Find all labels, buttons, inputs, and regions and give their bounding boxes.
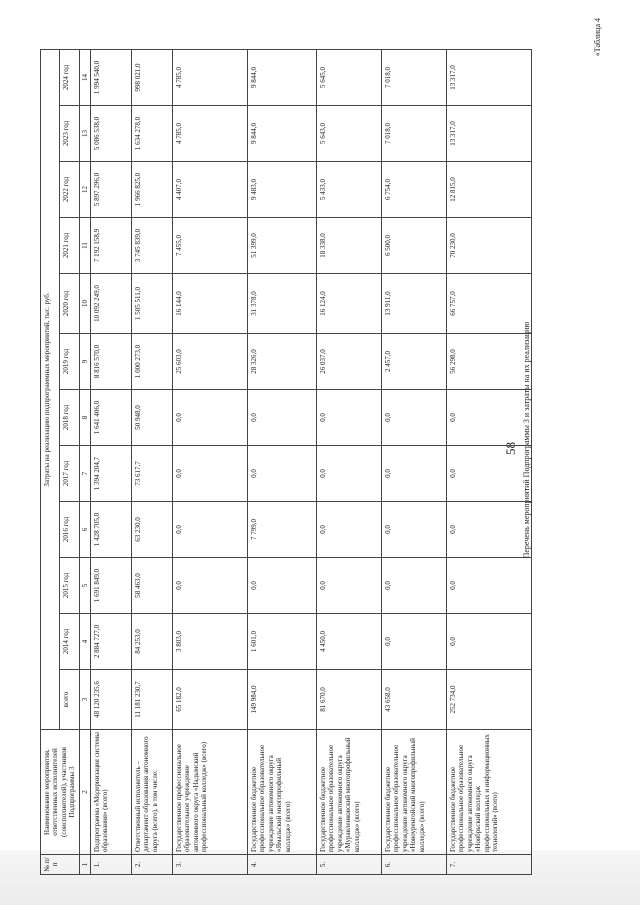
row-year-value: 2 884 727,0 bbox=[90, 614, 131, 670]
row-year-value: 0,0 bbox=[172, 446, 247, 502]
table-title: Перечень мероприятий Подпрограммы 3 и затраты на их реализацию bbox=[522, 321, 531, 559]
row-year-value: 7 018,0 bbox=[381, 106, 446, 162]
row-year-value: 31 378,0 bbox=[247, 274, 316, 334]
header-year: 2022 год bbox=[60, 162, 79, 218]
row-year-value: 0,0 bbox=[172, 502, 247, 558]
row-total: 43 658,0 bbox=[381, 670, 446, 730]
row-year-value: 73 617,7 bbox=[131, 446, 172, 502]
col-index: 3 bbox=[79, 670, 90, 730]
row-year-value: 6 754,0 bbox=[381, 162, 446, 218]
row-year-value: 9 844,0 bbox=[247, 50, 316, 106]
row-year-value: 0,0 bbox=[316, 558, 381, 614]
col-index: 8 bbox=[79, 390, 90, 446]
row-year-value: 5 086 538,0 bbox=[90, 106, 131, 162]
row-name: Государственное профессиональное образовательное учреждение автономного округа «Надымский профессиональный колледж» (всего) bbox=[172, 730, 247, 855]
row-year-value: 28 326,0 bbox=[247, 334, 316, 390]
row-year-value: 58 463,0 bbox=[131, 558, 172, 614]
row-year-value: 56 298,0 bbox=[446, 334, 531, 390]
row-year-value: 0,0 bbox=[446, 614, 531, 670]
row-year-value: 8 816 570,0 bbox=[90, 334, 131, 390]
row-year-value: 16 124,0 bbox=[316, 274, 381, 334]
row-total: 65 182,0 bbox=[172, 670, 247, 730]
column-index-row bbox=[79, 50, 90, 875]
row-year-value: 4 785,0 bbox=[172, 50, 247, 106]
row-year-value: 10 092 249,0 bbox=[90, 274, 131, 334]
header-year: 2023 год bbox=[60, 106, 79, 162]
row-year-value: 7 455,0 bbox=[172, 218, 247, 274]
row-year-value: 5 643,0 bbox=[316, 106, 381, 162]
row-name: Ответственный исполнитель – департамент образования автономного округа (всего), в том числе: bbox=[131, 730, 172, 855]
row-year-value: 66 757,0 bbox=[446, 274, 531, 334]
row-number: 7. bbox=[446, 855, 531, 875]
table-row bbox=[316, 50, 381, 875]
row-year-value: 0,0 bbox=[247, 446, 316, 502]
table-row bbox=[131, 50, 172, 875]
col-index: 7 bbox=[79, 446, 90, 502]
row-year-value: 4 785,0 bbox=[172, 106, 247, 162]
col-index: 4 bbox=[79, 614, 90, 670]
row-year-value: 1 505 511,0 bbox=[131, 274, 172, 334]
header-year: 2017 год bbox=[60, 446, 79, 502]
table-reference: «Таблица 4 bbox=[593, 18, 602, 57]
row-year-value: 0,0 bbox=[247, 390, 316, 446]
header-year: 2014 год bbox=[60, 614, 79, 670]
row-total: 11 181 230,7 bbox=[131, 670, 172, 730]
row-year-value: 5 433,0 bbox=[316, 162, 381, 218]
row-number: 4. bbox=[247, 855, 316, 875]
header-year: 2016 год bbox=[60, 502, 79, 558]
row-total: 252 734,0 bbox=[446, 670, 531, 730]
col-index: 11 bbox=[79, 218, 90, 274]
row-year-value: 84 253,0 bbox=[131, 614, 172, 670]
header-year: 2019 год bbox=[60, 334, 79, 390]
col-index: 14 bbox=[79, 50, 90, 106]
header-row-1 bbox=[41, 50, 60, 875]
row-year-value: 4 407,0 bbox=[172, 162, 247, 218]
col-index: 1 bbox=[79, 855, 90, 875]
row-number: 2. bbox=[131, 855, 172, 875]
row-year-value: 9 844,0 bbox=[247, 106, 316, 162]
page-number: 58 bbox=[503, 442, 518, 455]
row-year-value: 0,0 bbox=[316, 390, 381, 446]
row-year-value: 7 799,0 bbox=[247, 502, 316, 558]
row-year-value: 1 691 849,0 bbox=[90, 558, 131, 614]
row-total: 149 984,0 bbox=[247, 670, 316, 730]
row-year-value: 4 450,0 bbox=[316, 614, 381, 670]
row-year-value: 998 021,0 bbox=[131, 50, 172, 106]
row-year-value: 7 018,0 bbox=[381, 50, 446, 106]
row-year-value: 5 645,0 bbox=[316, 50, 381, 106]
row-year-value: 0,0 bbox=[381, 390, 446, 446]
row-number: 3. bbox=[172, 855, 247, 875]
table-row bbox=[247, 50, 316, 875]
row-name: Подпрограмма «Модернизация системы образования» (всего) bbox=[90, 730, 131, 855]
header-year: 2021 год bbox=[60, 218, 79, 274]
col-index: 13 bbox=[79, 106, 90, 162]
header-year: 2020 год bbox=[60, 274, 79, 334]
row-year-value: 25 603,0 bbox=[172, 334, 247, 390]
table-row bbox=[446, 50, 531, 875]
col-index: 5 bbox=[79, 558, 90, 614]
row-year-value: 1 634 278,0 bbox=[131, 106, 172, 162]
row-year-value: 0,0 bbox=[381, 614, 446, 670]
table-row bbox=[381, 50, 446, 875]
row-year-value: 1 394 204,7 bbox=[90, 446, 131, 502]
row-year-value: 63 230,0 bbox=[131, 502, 172, 558]
row-year-value: 3 803,0 bbox=[172, 614, 247, 670]
row-number: 5. bbox=[316, 855, 381, 875]
row-total: 48 120 235,6 bbox=[90, 670, 131, 730]
col-index: 12 bbox=[79, 162, 90, 218]
row-year-value: 0,0 bbox=[316, 446, 381, 502]
col-index: 9 bbox=[79, 334, 90, 390]
row-year-value: 7 192 158,9 bbox=[90, 218, 131, 274]
header-total: всего bbox=[60, 670, 79, 730]
row-year-value: 0,0 bbox=[446, 446, 531, 502]
row-year-value: 0,0 bbox=[381, 502, 446, 558]
row-year-value: 13 317,0 bbox=[446, 106, 531, 162]
row-year-value: 13 911,0 bbox=[381, 274, 446, 334]
row-year-value: 51 399,0 bbox=[247, 218, 316, 274]
row-year-value: 0,0 bbox=[172, 558, 247, 614]
row-year-value: 0,0 bbox=[247, 558, 316, 614]
row-year-value: 16 144,0 bbox=[172, 274, 247, 334]
col-index: 2 bbox=[79, 730, 90, 855]
row-year-value: 0,0 bbox=[446, 558, 531, 614]
row-year-value: 1 000 273,0 bbox=[131, 334, 172, 390]
row-number: 6. bbox=[381, 855, 446, 875]
header-costs: Затраты на реализацию подпрограммных мероприятий, тыс. руб. bbox=[41, 50, 60, 730]
row-year-value: 0,0 bbox=[446, 502, 531, 558]
row-year-value: 2 457,0 bbox=[381, 334, 446, 390]
row-year-value: 0,0 bbox=[446, 390, 531, 446]
row-year-value: 18 338,0 bbox=[316, 218, 381, 274]
row-year-value: 12 815,0 bbox=[446, 162, 531, 218]
row-year-value: 1 601,0 bbox=[247, 614, 316, 670]
row-name: Государственное бюджетное профессиональное образовательное учреждение автономного округа «Новоуренгойский многопрофильный колледж» (всего) bbox=[381, 730, 446, 855]
measures-table bbox=[40, 49, 532, 875]
row-year-value: 9 483,0 bbox=[247, 162, 316, 218]
header-year: 2024 год bbox=[60, 50, 79, 106]
row-number: 1. bbox=[90, 855, 131, 875]
row-year-value: 26 037,0 bbox=[316, 334, 381, 390]
row-year-value: 0,0 bbox=[316, 502, 381, 558]
header-year: 2015 год bbox=[60, 558, 79, 614]
col-index: 10 bbox=[79, 274, 90, 334]
row-name: Государственное бюджетное профессиональное образовательное учреждение автономного округа «Муравленковский многопрофильный колледж» (всего) bbox=[316, 730, 381, 855]
row-year-value: 0,0 bbox=[172, 390, 247, 446]
header-year: 2018 год bbox=[60, 390, 79, 446]
row-name: Государственное бюджетное профессиональное образовательное учреждение автономного округа «Ноябрьский колледж профессиональных и информационных технологий» (всего) bbox=[446, 730, 531, 855]
header-num: № п/п bbox=[41, 855, 80, 875]
row-year-value: 5 897 296,0 bbox=[90, 162, 131, 218]
row-year-value: 0,0 bbox=[381, 558, 446, 614]
row-year-value: 13 317,0 bbox=[446, 50, 531, 106]
row-total: 81 670,0 bbox=[316, 670, 381, 730]
row-year-value: 1 994 540,0 bbox=[90, 50, 131, 106]
row-year-value: 6 500,0 bbox=[381, 218, 446, 274]
row-year-value: 1 966 825,0 bbox=[131, 162, 172, 218]
row-year-value: 1 428 705,0 bbox=[90, 502, 131, 558]
row-year-value: 0,0 bbox=[381, 446, 446, 502]
col-index: 6 bbox=[79, 502, 90, 558]
row-year-value: 70 230,0 bbox=[446, 218, 531, 274]
table-row bbox=[172, 50, 247, 875]
rotated-page bbox=[15, 0, 615, 880]
row-name: Государственное бюджетное профессиональное образовательное учреждение автономного округа «Ямальский многопрофильный колледж» (всего) bbox=[247, 730, 316, 855]
table-row bbox=[90, 50, 131, 875]
row-year-value: 50 948,0 bbox=[131, 390, 172, 446]
row-year-value: 3 745 839,0 bbox=[131, 218, 172, 274]
header-name: Наименование мероприятия, ответственных исполнителей (соисполнителей), участников Подпрограммы 3 bbox=[41, 730, 80, 855]
row-year-value: 1 641 406,0 bbox=[90, 390, 131, 446]
